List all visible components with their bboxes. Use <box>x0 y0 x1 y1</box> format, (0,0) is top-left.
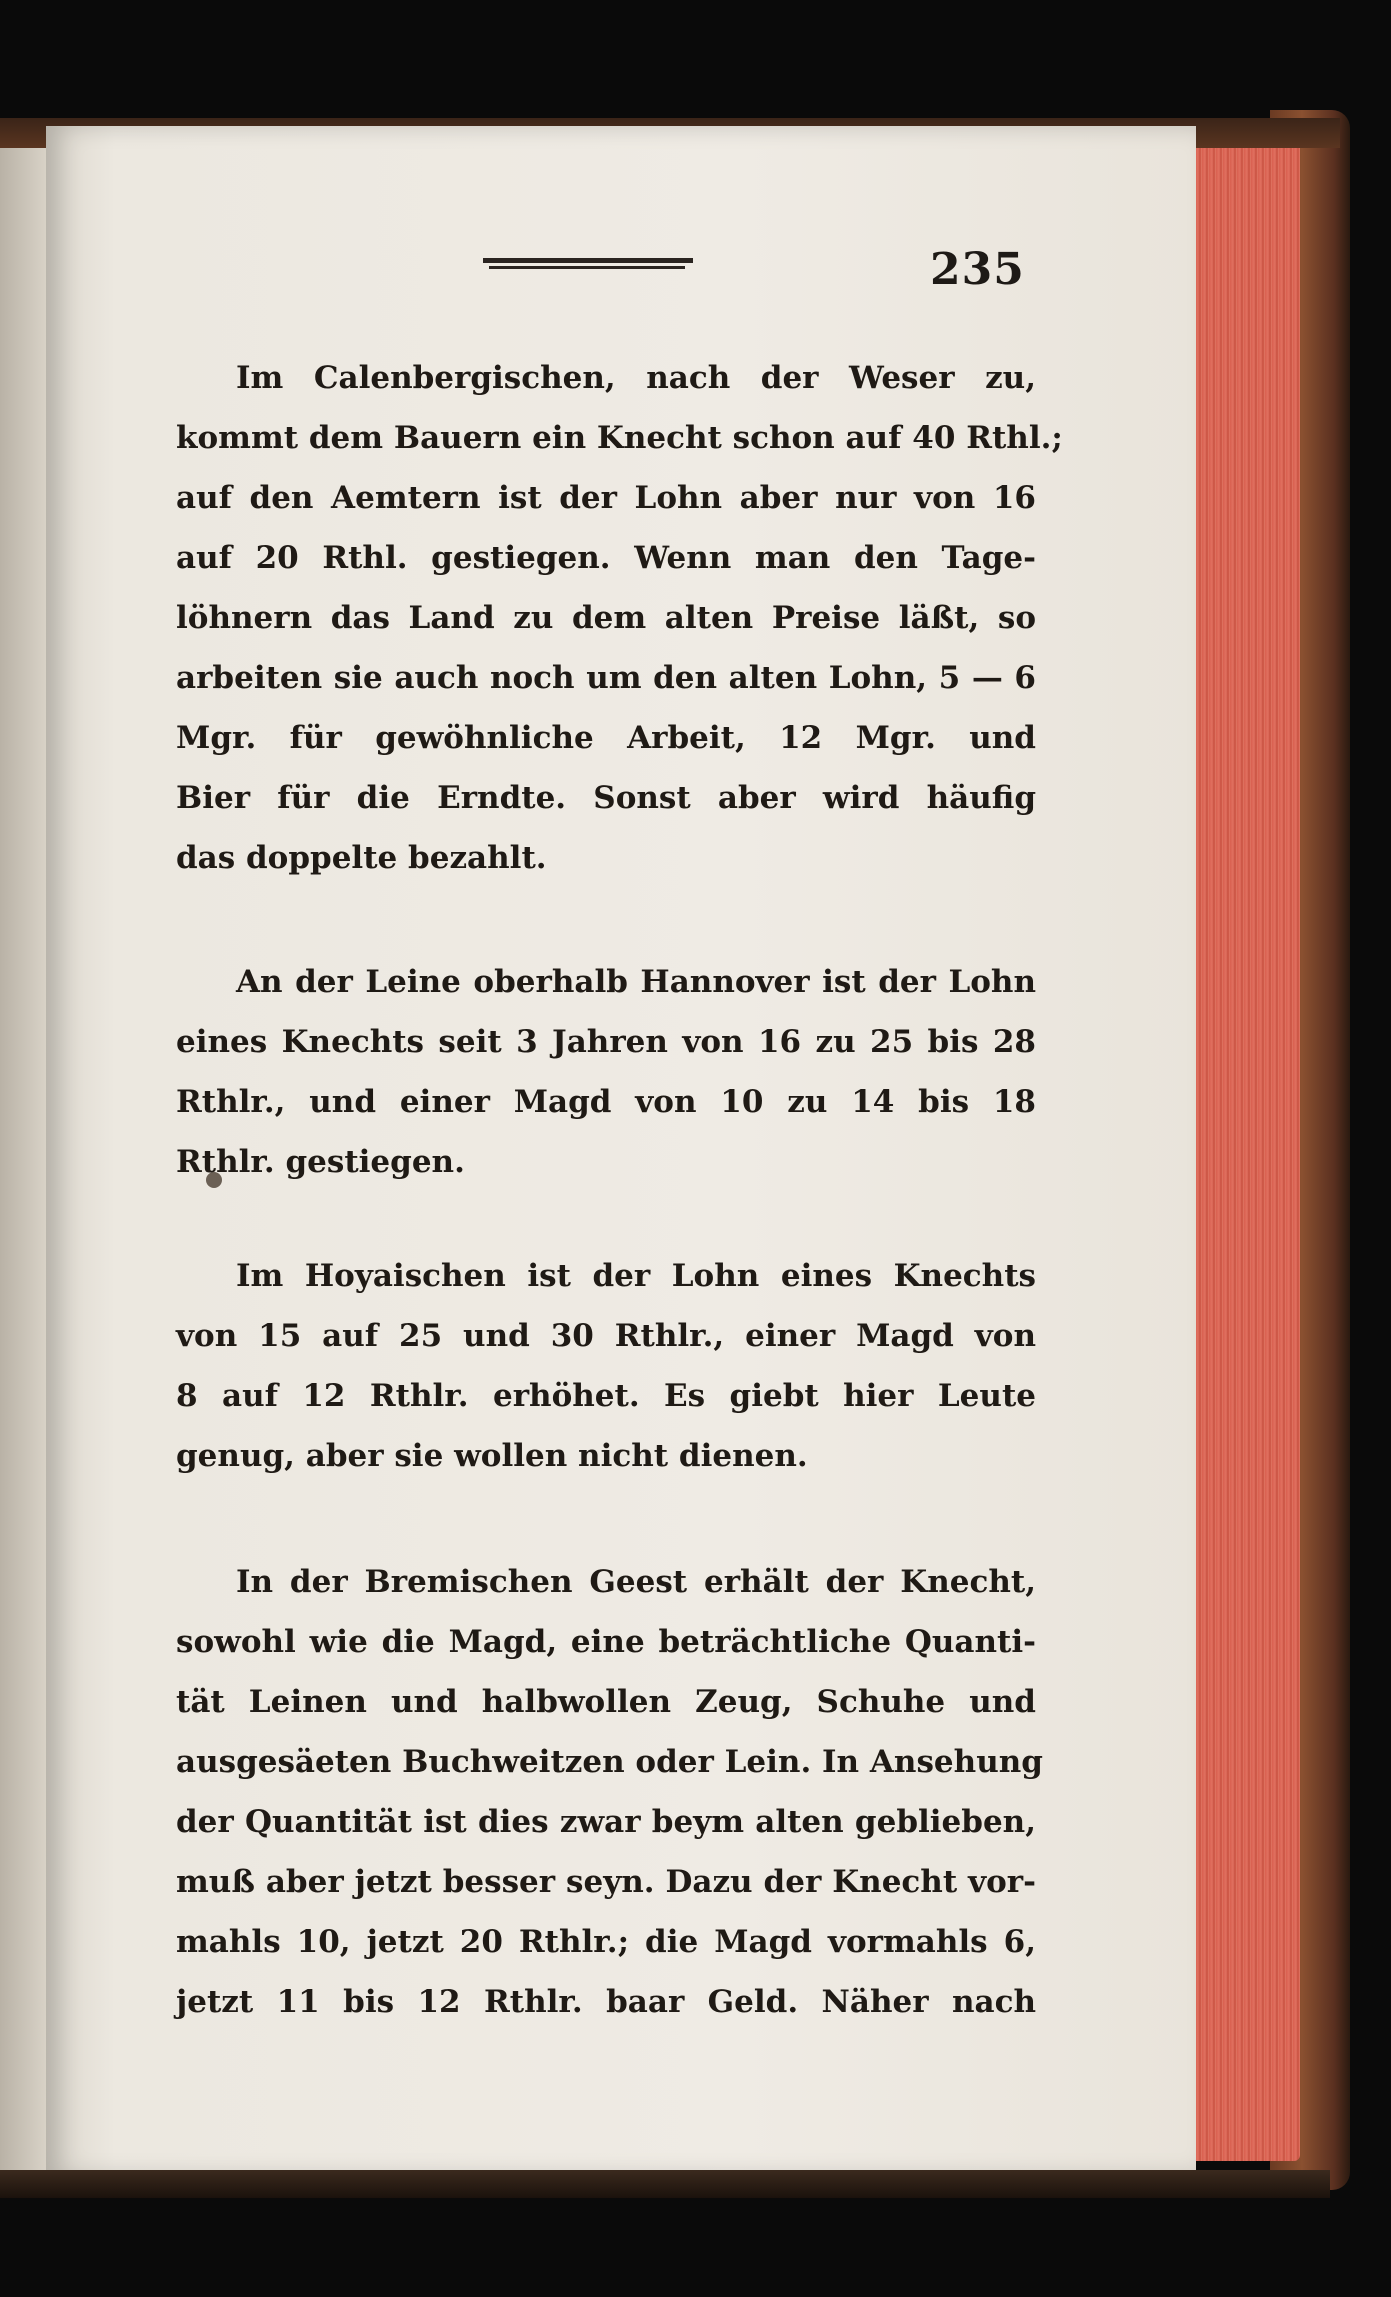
text-line: arbeiten sie auch noch um den alten Lohn, 5 — 6 <box>176 660 1036 696</box>
facing-page-edge <box>0 135 52 2195</box>
text-line: das doppelte bezahlt. <box>176 840 547 876</box>
page-body <box>176 348 1063 2032</box>
text-line: Mgr. für gewöhnliche Arbeit, 12 Mgr. und <box>176 720 1036 756</box>
paragraph-calenberg <box>176 348 1063 888</box>
text-line: der Quantität ist dies zwar beym alten geblieben, <box>176 1804 1036 1840</box>
paragraph-leine <box>176 952 1036 1192</box>
text-line: Im Hoyaischen ist der Lohn eines Knechts <box>236 1258 1036 1294</box>
text-line: tät Leinen und halbwollen Zeug, Schuhe und <box>176 1684 1036 1720</box>
paragraph-hoya <box>176 1246 1036 1486</box>
page-number: 235 <box>930 244 1025 295</box>
text-line: von 15 auf 25 und 30 Rthlr., einer Magd von <box>176 1318 1036 1354</box>
text-line: ausgesäeten Buchweitzen oder Lein. In Ansehung <box>176 1744 1043 1780</box>
text-line: An der Leine oberhalb Hannover ist der Lohn <box>236 964 1036 1000</box>
text-line: jetzt 11 bis 12 Rthlr. baar Geld. Näher nach <box>176 1984 1036 2020</box>
text-line: genug, aber sie wollen nicht dienen. <box>176 1438 808 1474</box>
header-rule <box>483 258 693 272</box>
text-line: muß aber jetzt besser seyn. Dazu der Knecht vor- <box>176 1864 1036 1900</box>
text-line: Rthlr., und einer Magd von 10 zu 14 bis 18 <box>176 1084 1036 1120</box>
text-line: sowohl wie die Magd, eine beträchtliche Quanti- <box>176 1624 1036 1660</box>
text-line: mahls 10, jetzt 20 Rthlr.; die Magd vormahls 6, <box>176 1924 1036 1960</box>
text-line: Rthlr. gestiegen. <box>176 1144 465 1180</box>
text-line: Im Calenbergischen, nach der Weser zu, <box>236 360 1036 396</box>
paragraph-bremen <box>176 1552 1043 2032</box>
text-line: 8 auf 12 Rthlr. erhöhet. Es giebt hier Leute <box>176 1378 1036 1414</box>
text-line: eines Knechts seit 3 Jahren von 16 zu 25 bis 28 <box>176 1024 1036 1060</box>
text-line: In der Bremischen Geest erhält der Knecht, <box>236 1564 1036 1600</box>
text-line: auf 20 Rthl. gestiegen. Wenn man den Tage- <box>176 540 1036 576</box>
text-line: kommt dem Bauern ein Knecht schon auf 40 Rthl.; <box>176 420 1063 456</box>
text-line: löhnern das Land zu dem alten Preise läßt, so <box>176 600 1036 636</box>
text-line: auf den Aemtern ist der Lohn aber nur von 16 <box>176 480 1036 516</box>
book-cover-bottom <box>0 2170 1330 2198</box>
text-line: Bier für die Erndte. Sonst aber wird häufig <box>176 780 1036 816</box>
